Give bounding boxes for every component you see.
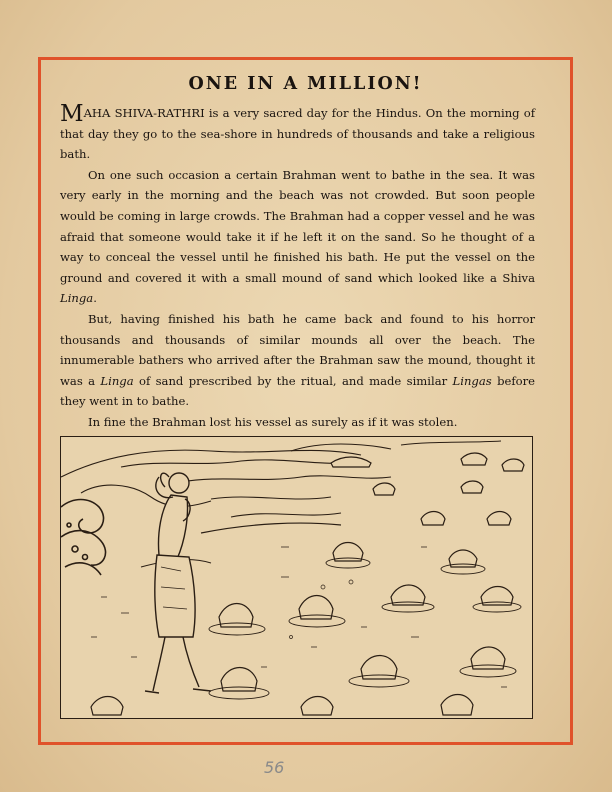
paragraph-3-text-a: But, having finished his bath he came back and found to his horror thousands and thousands of similar mounds all over the beach. The innumerable bathers who arrived after the Brahman saw the mound, thought it was a bbox=[60, 311, 535, 388]
paragraph-3-text-b: of sand prescribed by the ritual, and made similar bbox=[138, 373, 448, 388]
linga-term: Linga bbox=[100, 373, 134, 388]
lingas-term: Lingas bbox=[452, 373, 492, 388]
paragraph-4 bbox=[60, 412, 535, 433]
paragraph-4-text: In fine the Brahman lost his vessel as surely as if it was stolen. bbox=[88, 414, 458, 429]
story-body bbox=[60, 103, 535, 433]
drop-cap: M bbox=[60, 101, 84, 127]
page-number: 56 bbox=[264, 758, 285, 777]
paragraph-2-text: On one such occasion a certain Brahman went to bathe in the sea. It was very early in the morning and the beach was not crowded. But soon people would be coming in large crowds. The Brahman had a copper vessel and he was afraid that someone would take it if he left it on the sand. So he thought of a way to conceal the vessel until he finished his bath. He put the vessel on the ground and covered it with a small mound of sand which looked like a Shiva bbox=[60, 167, 535, 285]
paragraph-3-text-c: before they went in to bathe. bbox=[60, 373, 536, 409]
paragraph-1-text: AHA SHIVA-RATHRI is a very sacred day for the Hindus. On the morning of that day they go to the sea-shore in hundreds of thousands and take a religious bath. bbox=[60, 106, 535, 162]
paragraph-2 bbox=[60, 165, 535, 309]
linga-term: Linga bbox=[60, 291, 94, 306]
story-illustration bbox=[60, 436, 533, 719]
paragraph-2-end: . bbox=[93, 291, 97, 306]
beach-lingas-drawing bbox=[61, 437, 532, 718]
paragraph-3 bbox=[60, 309, 535, 412]
paragraph-1 bbox=[60, 103, 535, 165]
story-title: ONE IN A MILLION! bbox=[188, 74, 423, 94]
